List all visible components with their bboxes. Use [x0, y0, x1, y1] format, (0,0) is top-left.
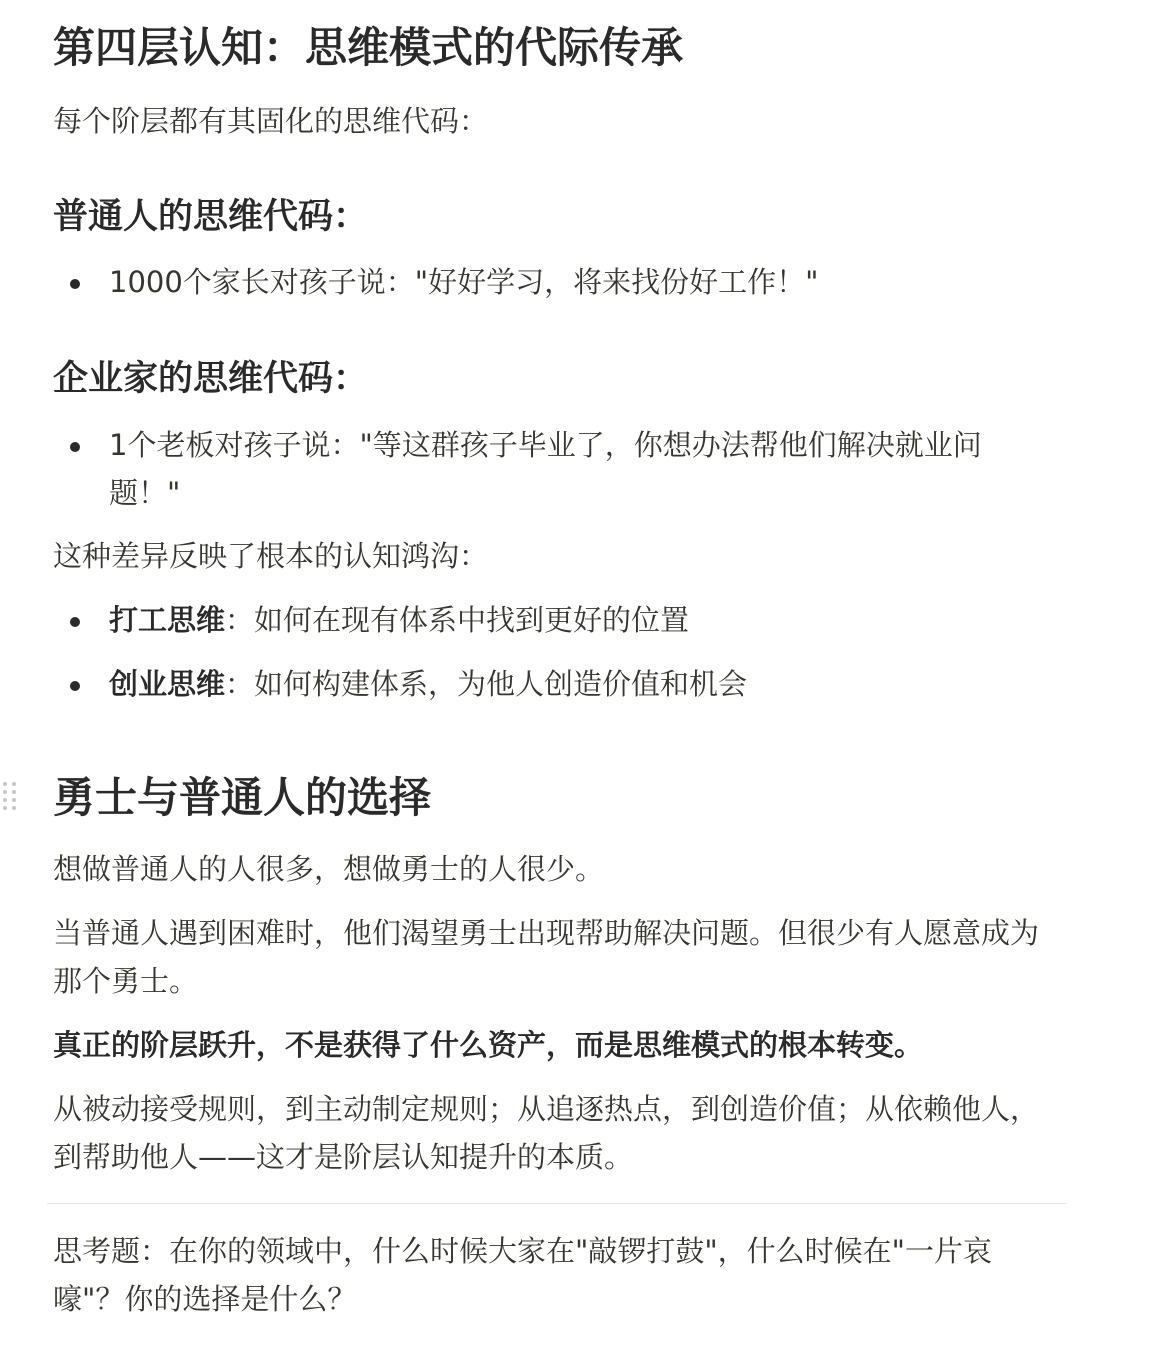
subheading-entrepreneur-code: 企业家的思维代码： — [53, 359, 369, 399]
list-item-text: 1个老板对孩子说："等这群孩子毕业了，你想办法帮他们解决就业问题！" — [109, 428, 982, 510]
list-item-text — [109, 660, 1044, 708]
term-worker-desc: ：如何在现有体系中找到更好的位置 — [225, 603, 690, 637]
list-item-text: 1000个家长对孩子说："好好学习，将来找份好工作！" — [109, 265, 819, 299]
list-item-text — [109, 596, 1044, 644]
bullet-dot-icon — [70, 279, 80, 289]
term-worker-mindset: 打工思维 — [109, 603, 226, 637]
bullet-dot-icon — [70, 617, 80, 627]
question-paragraph: 思考题：在你的领域中，什么时候大家在"敲锣打鼓"，什么时候在"一片哀嚎"？你的选择是什么？ — [53, 1234, 993, 1316]
section-heading-warrior: 勇士与普通人的选择 — [53, 773, 432, 822]
intro-paragraph: 每个阶层都有其固化的思维代码： — [53, 104, 489, 138]
drag-handle-icon[interactable] — [3, 782, 19, 812]
bullet-dot-icon — [70, 681, 80, 691]
section-heading-cognition: 第四层认知：思维模式的代际传承 — [53, 23, 684, 72]
paragraph: 当普通人遇到困难时，他们渴望勇士出现帮助解决问题。但很少有人愿意成为那个勇士。 — [53, 916, 1040, 998]
bullet-dot-icon — [70, 442, 80, 452]
term-founder-mindset: 创业思维 — [109, 667, 226, 701]
gap-summary-paragraph: 这种差异反映了根本的认知鸿沟： — [53, 539, 489, 573]
paragraph: 想做普通人的人很多，想做勇士的人很少。 — [53, 852, 605, 886]
paragraph: 从被动接受规则，到主动制定规则；从追逐热点，到创造价值；从依赖他人，到帮助他人——这才是阶层认知提升的本质。 — [53, 1092, 1040, 1174]
subheading-ordinary-code: 普通人的思维代码： — [53, 197, 369, 237]
term-founder-desc: ：如何构建体系，为他人创造价值和机会 — [225, 667, 748, 701]
divider — [47, 1203, 1066, 1204]
key-statement: 真正的阶层跃升，不是获得了什么资产，而是思维模式的根本转变。 — [53, 1028, 924, 1062]
